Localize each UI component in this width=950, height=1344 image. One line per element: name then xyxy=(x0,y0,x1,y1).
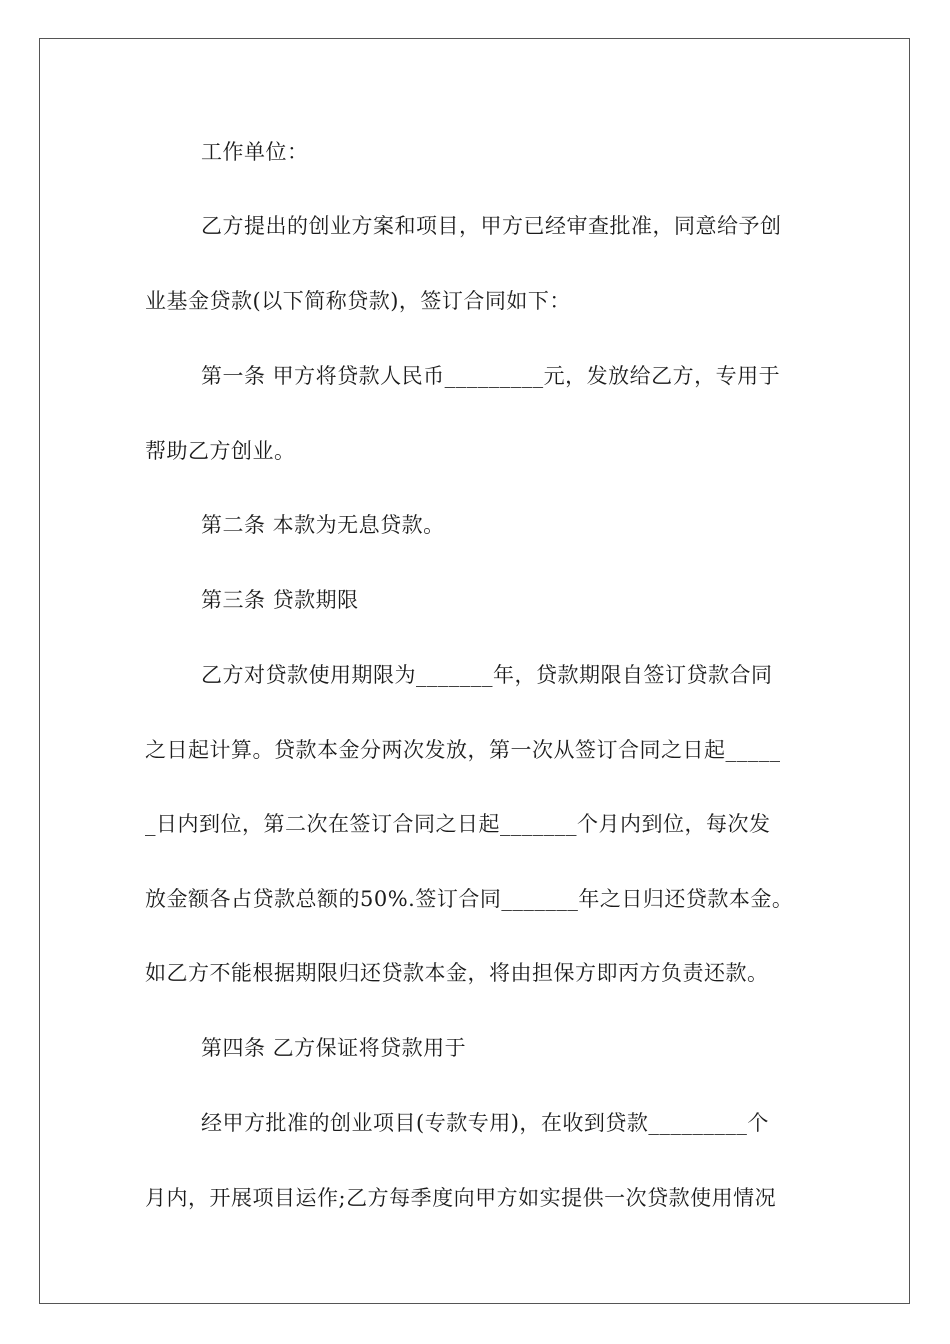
text-line: _日内到位，第二次在签订合同之日起_______个月内到位，每次发 xyxy=(145,812,771,836)
text-line: 帮助乙方创业。 xyxy=(145,439,296,463)
text-line: 经甲方批准的创业项目(专款专用)，在收到贷款_________个 xyxy=(201,1111,769,1135)
text-line: 第三条 贷款期限 xyxy=(201,588,359,612)
text-line: 月内，开展项目运作;乙方每季度向甲方如实提供一次贷款使用情况 xyxy=(145,1186,777,1210)
text-line: 乙方提出的创业方案和项目，甲方已经审查批准，同意给予创 xyxy=(201,214,782,238)
text-line: 如乙方不能根据期限归还贷款本金，将由担保方即丙方负责还款。 xyxy=(145,961,769,985)
text-line: 业基金贷款(以下简称贷款)，签订合同如下： xyxy=(145,289,571,313)
text-line: 第二条 本款为无息贷款。 xyxy=(201,513,445,537)
text-line: 之日起计算。贷款本金分两次发放，第一次从签订合同之日起_____ xyxy=(145,738,781,762)
text-line: 放金额各占贷款总额的50%.签订合同_______年之日归还贷款本金。 xyxy=(145,887,794,911)
text-line: 第四条 乙方保证将贷款用于 xyxy=(201,1036,467,1060)
text-line: 乙方对贷款使用期限为_______年，贷款期限自签订贷款合同 xyxy=(201,663,773,687)
text-line: 第一条 甲方将贷款人民币_________元，发放给乙方，专用于 xyxy=(201,364,781,388)
text-line: 工作单位： xyxy=(201,140,309,164)
